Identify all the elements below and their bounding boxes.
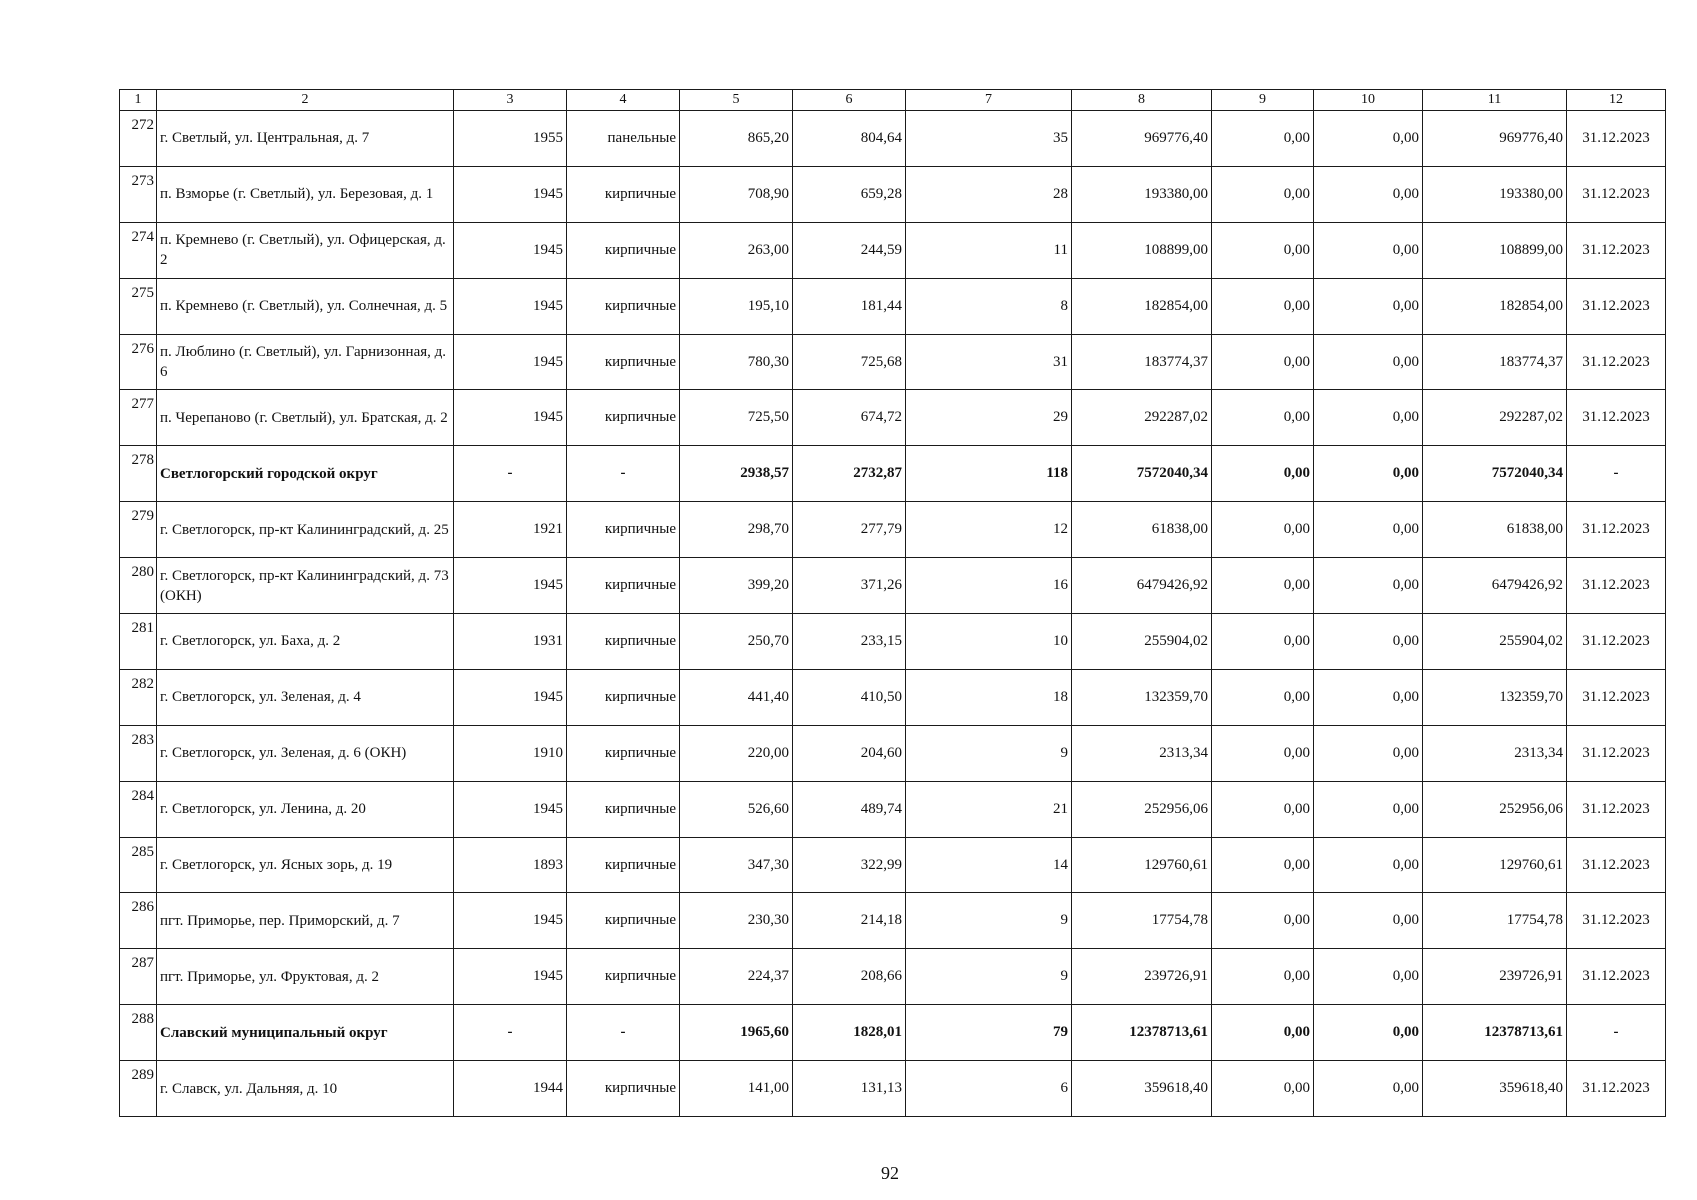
table-body: [120, 111, 1666, 1117]
column-9-cell: 0,00: [1212, 278, 1314, 334]
address-cell: Славский муниципальный округ: [157, 1005, 454, 1061]
wall-material-cell: кирпичные: [567, 614, 680, 670]
column-10-cell: 0,00: [1314, 949, 1423, 1005]
table-row: [120, 893, 1666, 949]
column-7-cell: 10: [906, 614, 1072, 670]
column-5-cell: 230,30: [680, 893, 793, 949]
row-number-cell: 273: [120, 166, 157, 222]
year-built-cell: 1910: [454, 725, 567, 781]
column-11-cell: 2313,34: [1423, 725, 1567, 781]
column-9-cell: 0,00: [1212, 1005, 1314, 1061]
column-9-cell: 0,00: [1212, 166, 1314, 222]
row-number-cell: 275: [120, 278, 157, 334]
column-header-5: 5: [680, 90, 793, 111]
column-5-cell: 195,10: [680, 278, 793, 334]
deadline-date-cell: 31.12.2023: [1567, 222, 1666, 278]
year-built-cell: 1945: [454, 222, 567, 278]
deadline-date-cell: 31.12.2023: [1567, 893, 1666, 949]
wall-material-cell: кирпичные: [567, 502, 680, 558]
address-cell: г. Светлогорск, пр-кт Калининградский, д. 73 (ОКН): [157, 558, 454, 614]
table-row: [120, 725, 1666, 781]
column-5-cell: 1965,60: [680, 1005, 793, 1061]
column-9-cell: 0,00: [1212, 502, 1314, 558]
column-5-cell: 224,37: [680, 949, 793, 1005]
column-6-cell: 410,50: [793, 669, 906, 725]
wall-material-cell: кирпичные: [567, 390, 680, 446]
column-8-cell: 239726,91: [1072, 949, 1212, 1005]
address-cell: п. Кремнево (г. Светлый), ул. Офицерская, д. 2: [157, 222, 454, 278]
column-8-cell: 17754,78: [1072, 893, 1212, 949]
row-number-cell: 289: [120, 1061, 157, 1117]
column-11-cell: 129760,61: [1423, 837, 1567, 893]
deadline-date-cell: -: [1567, 1005, 1666, 1061]
deadline-date-cell: 31.12.2023: [1567, 558, 1666, 614]
row-number-cell: 277: [120, 390, 157, 446]
table-row: [120, 166, 1666, 222]
address-cell: пгт. Приморье, пер. Приморский, д. 7: [157, 893, 454, 949]
column-8-cell: 969776,40: [1072, 111, 1212, 167]
column-6-cell: 208,66: [793, 949, 906, 1005]
column-10-cell: 0,00: [1314, 893, 1423, 949]
column-10-cell: 0,00: [1314, 781, 1423, 837]
column-10-cell: 0,00: [1314, 222, 1423, 278]
column-9-cell: 0,00: [1212, 781, 1314, 837]
column-header-6: 6: [793, 90, 906, 111]
column-11-cell: 359618,40: [1423, 1061, 1567, 1117]
deadline-date-cell: 31.12.2023: [1567, 390, 1666, 446]
column-9-cell: 0,00: [1212, 614, 1314, 670]
wall-material-cell: кирпичные: [567, 278, 680, 334]
row-number-cell: 287: [120, 949, 157, 1005]
column-7-cell: 11: [906, 222, 1072, 278]
column-11-cell: 969776,40: [1423, 111, 1567, 167]
row-number-cell: 282: [120, 669, 157, 725]
column-9-cell: 0,00: [1212, 669, 1314, 725]
deadline-date-cell: 31.12.2023: [1567, 837, 1666, 893]
column-10-cell: 0,00: [1314, 446, 1423, 502]
column-9-cell: 0,00: [1212, 222, 1314, 278]
column-9-cell: 0,00: [1212, 893, 1314, 949]
column-11-cell: 6479426,92: [1423, 558, 1567, 614]
deadline-date-cell: 31.12.2023: [1567, 725, 1666, 781]
column-header-10: 10: [1314, 90, 1423, 111]
column-6-cell: 659,28: [793, 166, 906, 222]
column-8-cell: 252956,06: [1072, 781, 1212, 837]
column-11-cell: 255904,02: [1423, 614, 1567, 670]
table-row: [120, 558, 1666, 614]
column-header-2: 2: [157, 90, 454, 111]
column-number-header-row: [120, 90, 1666, 111]
column-10-cell: 0,00: [1314, 1005, 1423, 1061]
page-number: 92: [881, 1163, 899, 1183]
column-7-cell: 9: [906, 949, 1072, 1005]
column-5-cell: 263,00: [680, 222, 793, 278]
subtotal-row: [120, 1005, 1666, 1061]
column-5-cell: 441,40: [680, 669, 793, 725]
column-11-cell: 61838,00: [1423, 502, 1567, 558]
wall-material-cell: -: [567, 1005, 680, 1061]
row-number-cell: 274: [120, 222, 157, 278]
wall-material-cell: кирпичные: [567, 222, 680, 278]
column-8-cell: 292287,02: [1072, 390, 1212, 446]
table-row: [120, 1061, 1666, 1117]
row-number-cell: 276: [120, 334, 157, 390]
column-11-cell: 12378713,61: [1423, 1005, 1567, 1061]
column-7-cell: 9: [906, 893, 1072, 949]
deadline-date-cell: 31.12.2023: [1567, 781, 1666, 837]
column-9-cell: 0,00: [1212, 334, 1314, 390]
column-10-cell: 0,00: [1314, 614, 1423, 670]
year-built-cell: 1945: [454, 949, 567, 1005]
row-number-cell: 272: [120, 111, 157, 167]
column-6-cell: 674,72: [793, 390, 906, 446]
column-7-cell: 14: [906, 837, 1072, 893]
column-6-cell: 371,26: [793, 558, 906, 614]
column-10-cell: 0,00: [1314, 111, 1423, 167]
column-6-cell: 214,18: [793, 893, 906, 949]
deadline-date-cell: 31.12.2023: [1567, 614, 1666, 670]
column-7-cell: 28: [906, 166, 1072, 222]
address-cell: г. Славск, ул. Дальняя, д. 10: [157, 1061, 454, 1117]
year-built-cell: 1945: [454, 278, 567, 334]
column-7-cell: 118: [906, 446, 1072, 502]
deadline-date-cell: 31.12.2023: [1567, 502, 1666, 558]
deadline-date-cell: 31.12.2023: [1567, 166, 1666, 222]
year-built-cell: -: [454, 1005, 567, 1061]
address-cell: Светлогорский городской округ: [157, 446, 454, 502]
column-10-cell: 0,00: [1314, 1061, 1423, 1117]
column-5-cell: 2938,57: [680, 446, 793, 502]
column-9-cell: 0,00: [1212, 1061, 1314, 1117]
column-6-cell: 233,15: [793, 614, 906, 670]
column-7-cell: 29: [906, 390, 1072, 446]
address-cell: г. Светлогорск, ул. Зеленая, д. 6 (ОКН): [157, 725, 454, 781]
year-built-cell: 1955: [454, 111, 567, 167]
column-5-cell: 708,90: [680, 166, 793, 222]
column-9-cell: 0,00: [1212, 446, 1314, 502]
column-5-cell: 141,00: [680, 1061, 793, 1117]
column-10-cell: 0,00: [1314, 390, 1423, 446]
column-9-cell: 0,00: [1212, 558, 1314, 614]
column-7-cell: 12: [906, 502, 1072, 558]
column-9-cell: 0,00: [1212, 949, 1314, 1005]
address-cell: п. Черепаново (г. Светлый), ул. Братская, д. 2: [157, 390, 454, 446]
column-10-cell: 0,00: [1314, 837, 1423, 893]
column-9-cell: 0,00: [1212, 725, 1314, 781]
table-row: [120, 669, 1666, 725]
column-10-cell: 0,00: [1314, 166, 1423, 222]
wall-material-cell: панельные: [567, 111, 680, 167]
column-header-7: 7: [906, 90, 1072, 111]
year-built-cell: 1931: [454, 614, 567, 670]
column-11-cell: 292287,02: [1423, 390, 1567, 446]
year-built-cell: 1945: [454, 334, 567, 390]
column-8-cell: 2313,34: [1072, 725, 1212, 781]
column-9-cell: 0,00: [1212, 837, 1314, 893]
column-5-cell: 347,30: [680, 837, 793, 893]
column-8-cell: 132359,70: [1072, 669, 1212, 725]
column-10-cell: 0,00: [1314, 502, 1423, 558]
column-8-cell: 359618,40: [1072, 1061, 1212, 1117]
column-7-cell: 6: [906, 1061, 1072, 1117]
column-7-cell: 35: [906, 111, 1072, 167]
column-header-12: 12: [1567, 90, 1666, 111]
year-built-cell: 1944: [454, 1061, 567, 1117]
year-built-cell: -: [454, 446, 567, 502]
column-7-cell: 8: [906, 278, 1072, 334]
column-8-cell: 255904,02: [1072, 614, 1212, 670]
column-10-cell: 0,00: [1314, 669, 1423, 725]
deadline-date-cell: 31.12.2023: [1567, 949, 1666, 1005]
column-7-cell: 9: [906, 725, 1072, 781]
column-6-cell: 244,59: [793, 222, 906, 278]
column-10-cell: 0,00: [1314, 558, 1423, 614]
column-header-11: 11: [1423, 90, 1567, 111]
column-6-cell: 2732,87: [793, 446, 906, 502]
wall-material-cell: кирпичные: [567, 893, 680, 949]
table-row: [120, 614, 1666, 670]
table-row: [120, 222, 1666, 278]
row-number-cell: 278: [120, 446, 157, 502]
year-built-cell: 1945: [454, 558, 567, 614]
table-row: [120, 334, 1666, 390]
column-6-cell: 131,13: [793, 1061, 906, 1117]
year-built-cell: 1945: [454, 166, 567, 222]
year-built-cell: 1945: [454, 893, 567, 949]
table-row: [120, 502, 1666, 558]
column-11-cell: 132359,70: [1423, 669, 1567, 725]
year-built-cell: 1945: [454, 390, 567, 446]
column-7-cell: 16: [906, 558, 1072, 614]
deadline-date-cell: 31.12.2023: [1567, 111, 1666, 167]
column-6-cell: 1828,01: [793, 1005, 906, 1061]
column-7-cell: 21: [906, 781, 1072, 837]
deadline-date-cell: -: [1567, 446, 1666, 502]
row-number-cell: 285: [120, 837, 157, 893]
column-11-cell: 183774,37: [1423, 334, 1567, 390]
subtotal-row: [120, 446, 1666, 502]
column-8-cell: 193380,00: [1072, 166, 1212, 222]
column-6-cell: 725,68: [793, 334, 906, 390]
year-built-cell: 1893: [454, 837, 567, 893]
column-header-4: 4: [567, 90, 680, 111]
column-8-cell: 61838,00: [1072, 502, 1212, 558]
wall-material-cell: кирпичные: [567, 166, 680, 222]
column-header-3: 3: [454, 90, 567, 111]
column-5-cell: 865,20: [680, 111, 793, 167]
column-5-cell: 780,30: [680, 334, 793, 390]
column-5-cell: 725,50: [680, 390, 793, 446]
column-8-cell: 12378713,61: [1072, 1005, 1212, 1061]
wall-material-cell: кирпичные: [567, 837, 680, 893]
column-5-cell: 298,70: [680, 502, 793, 558]
column-11-cell: 17754,78: [1423, 893, 1567, 949]
address-cell: п. Люблино (г. Светлый), ул. Гарнизонная, д. 6: [157, 334, 454, 390]
column-7-cell: 18: [906, 669, 1072, 725]
address-cell: г. Светлый, ул. Центральная, д. 7: [157, 111, 454, 167]
row-number-cell: 279: [120, 502, 157, 558]
column-8-cell: 108899,00: [1072, 222, 1212, 278]
column-11-cell: 108899,00: [1423, 222, 1567, 278]
column-11-cell: 193380,00: [1423, 166, 1567, 222]
address-cell: г. Светлогорск, ул. Баха, д. 2: [157, 614, 454, 670]
column-11-cell: 182854,00: [1423, 278, 1567, 334]
register-table: [119, 89, 1666, 1117]
table-row: [120, 781, 1666, 837]
column-11-cell: 7572040,34: [1423, 446, 1567, 502]
wall-material-cell: кирпичные: [567, 725, 680, 781]
address-cell: п. Взморье (г. Светлый), ул. Березовая, д. 1: [157, 166, 454, 222]
column-11-cell: 239726,91: [1423, 949, 1567, 1005]
column-7-cell: 31: [906, 334, 1072, 390]
column-9-cell: 0,00: [1212, 111, 1314, 167]
row-number-cell: 280: [120, 558, 157, 614]
column-10-cell: 0,00: [1314, 278, 1423, 334]
wall-material-cell: кирпичные: [567, 334, 680, 390]
wall-material-cell: кирпичные: [567, 1061, 680, 1117]
column-8-cell: 183774,37: [1072, 334, 1212, 390]
column-6-cell: 804,64: [793, 111, 906, 167]
column-6-cell: 204,60: [793, 725, 906, 781]
year-built-cell: 1945: [454, 669, 567, 725]
table-row: [120, 837, 1666, 893]
table-row: [120, 111, 1666, 167]
table-row: [120, 949, 1666, 1005]
address-cell: пгт. Приморье, ул. Фруктовая, д. 2: [157, 949, 454, 1005]
column-8-cell: 182854,00: [1072, 278, 1212, 334]
deadline-date-cell: 31.12.2023: [1567, 1061, 1666, 1117]
address-cell: г. Светлогорск, ул. Ясных зорь, д. 19: [157, 837, 454, 893]
column-5-cell: 399,20: [680, 558, 793, 614]
column-6-cell: 181,44: [793, 278, 906, 334]
column-header-8: 8: [1072, 90, 1212, 111]
row-number-cell: 288: [120, 1005, 157, 1061]
deadline-date-cell: 31.12.2023: [1567, 278, 1666, 334]
column-5-cell: 250,70: [680, 614, 793, 670]
column-header-9: 9: [1212, 90, 1314, 111]
column-8-cell: 6479426,92: [1072, 558, 1212, 614]
row-number-cell: 286: [120, 893, 157, 949]
column-6-cell: 322,99: [793, 837, 906, 893]
column-7-cell: 79: [906, 1005, 1072, 1061]
wall-material-cell: -: [567, 446, 680, 502]
year-built-cell: 1945: [454, 781, 567, 837]
wall-material-cell: кирпичные: [567, 669, 680, 725]
wall-material-cell: кирпичные: [567, 949, 680, 1005]
column-10-cell: 0,00: [1314, 334, 1423, 390]
wall-material-cell: кирпичные: [567, 558, 680, 614]
column-9-cell: 0,00: [1212, 390, 1314, 446]
row-number-cell: 281: [120, 614, 157, 670]
table-row: [120, 390, 1666, 446]
year-built-cell: 1921: [454, 502, 567, 558]
deadline-date-cell: 31.12.2023: [1567, 334, 1666, 390]
column-10-cell: 0,00: [1314, 725, 1423, 781]
address-cell: г. Светлогорск, пр-кт Калининградский, д. 25: [157, 502, 454, 558]
address-cell: п. Кремнево (г. Светлый), ул. Солнечная, д. 5: [157, 278, 454, 334]
column-8-cell: 129760,61: [1072, 837, 1212, 893]
deadline-date-cell: 31.12.2023: [1567, 669, 1666, 725]
table-row: [120, 278, 1666, 334]
address-cell: г. Светлогорск, ул. Ленина, д. 20: [157, 781, 454, 837]
column-5-cell: 526,60: [680, 781, 793, 837]
address-cell: г. Светлогорск, ул. Зеленая, д. 4: [157, 669, 454, 725]
column-header-1: 1: [120, 90, 157, 111]
row-number-cell: 284: [120, 781, 157, 837]
column-11-cell: 252956,06: [1423, 781, 1567, 837]
column-5-cell: 220,00: [680, 725, 793, 781]
column-6-cell: 277,79: [793, 502, 906, 558]
column-6-cell: 489,74: [793, 781, 906, 837]
wall-material-cell: кирпичные: [567, 781, 680, 837]
column-8-cell: 7572040,34: [1072, 446, 1212, 502]
row-number-cell: 283: [120, 725, 157, 781]
